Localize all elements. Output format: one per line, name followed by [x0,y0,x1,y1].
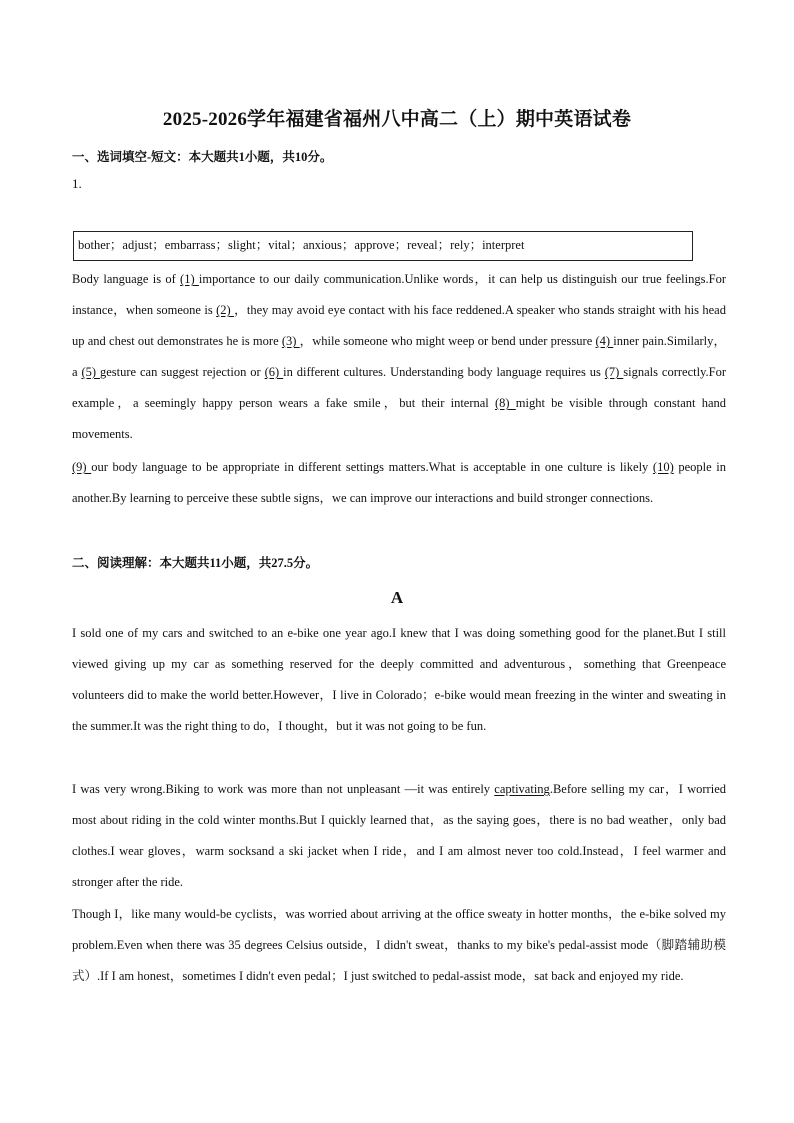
text: I was very wrong.Biking to work was more than not unpleasant —it was entirely [72,782,495,796]
blank-4: (4) [595,334,614,348]
blank-2: (2) [216,303,235,317]
exam-title: 2025-2026学年福建省福州八中高二（上）期中英语试卷 [162,109,632,130]
text: in different cultures. Understanding body language requires us [283,365,605,379]
word-bank-box: bother；adjust；embarrass；slight；vital；anxious；approve；reveal；rely；interpret [73,231,693,261]
cloze-paragraph-1 [72,264,726,450]
passage-label: A [390,588,404,607]
blank-1: (1) [180,272,199,286]
text: importance to our daily communication.Unlike words，it can help us distinguish our true feelings.For instance，when someone is [72,272,726,317]
blank-3: (3) [281,334,300,348]
section-1-heading: 一、选词填空-短文：本大题共1小题，共10分。 [72,150,333,164]
text: our body language to be appropriate in different settings matters.What is acceptable in one culture is likely [91,460,653,474]
question-number: 1. [72,176,82,191]
text: gesture can suggest rejection or [99,365,265,379]
text: signals correctly.For example，a seemingly happy person wears a fake smile，but their internal [72,365,726,410]
cloze-paragraph-2 [72,452,726,514]
text: people in another.By learning to perceive these subtle signs，we can improve our interactions and build stronger connections. [72,460,727,505]
blank-7: (7) [604,365,624,379]
blank-8: (8) [494,396,516,410]
section-2-heading: 二、阅读理解：本大题共11小题，共27.5分。 [72,556,319,570]
blank-6: (6) [264,365,284,379]
blank-5: (5) [81,365,100,379]
passage-paragraph-3: Though I，like many would-be cyclists，was worried about arriving at the office sweaty in hotter months，the e-bike solved my problem.Even when there was 35 degrees Celsius outside，I didn't sweat，thanks to my bike's pedal-assist mode（脚踏辅助模式）.If I am honest，sometimes I didn't even pedal；I just switched to pedal-assist mode，sat back and enjoyed my ride. [72,907,726,983]
blank-9: (9) [72,460,92,474]
underlined-word: captivating [494,782,550,796]
text: .Before selling my car，I worried most about riding in the cold winter months.But I quickly learned that，as the saying goes，there is no bad weather，only bad clothes.I wear gloves，warm socksand a ski jacket when I ride，and I am almost never too cold.Instead，I feel warmer and stronger after the ride. [72,782,726,889]
text: ，they may avoid eye contact with his face reddened.A speaker who stands straight with his head up and chest out demonstrates he is more [72,303,726,348]
passage-paragraph-2 [72,774,726,898]
text: inner pain.Similarly，a [72,334,726,379]
text: Body language is of [72,272,181,286]
text: ，while someone who might weep or bend under pressure [299,334,596,348]
blank-10: (10) [652,460,674,474]
passage-paragraph-1: I sold one of my cars and switched to an e-bike one year ago.I knew that I was doing something good for the planet.But I still viewed giving up my car as something reserved for the deeply committed and adventurous，something that Greenpeace volunteers did to make the world better.However，I live in Colorado；e-bike would mean freezing in the winter and sweating in the summer.It was the right thing to do，I thought，but it was not going to be fun. [72,626,726,733]
text: might be visible through constant hand movements. [72,396,726,441]
